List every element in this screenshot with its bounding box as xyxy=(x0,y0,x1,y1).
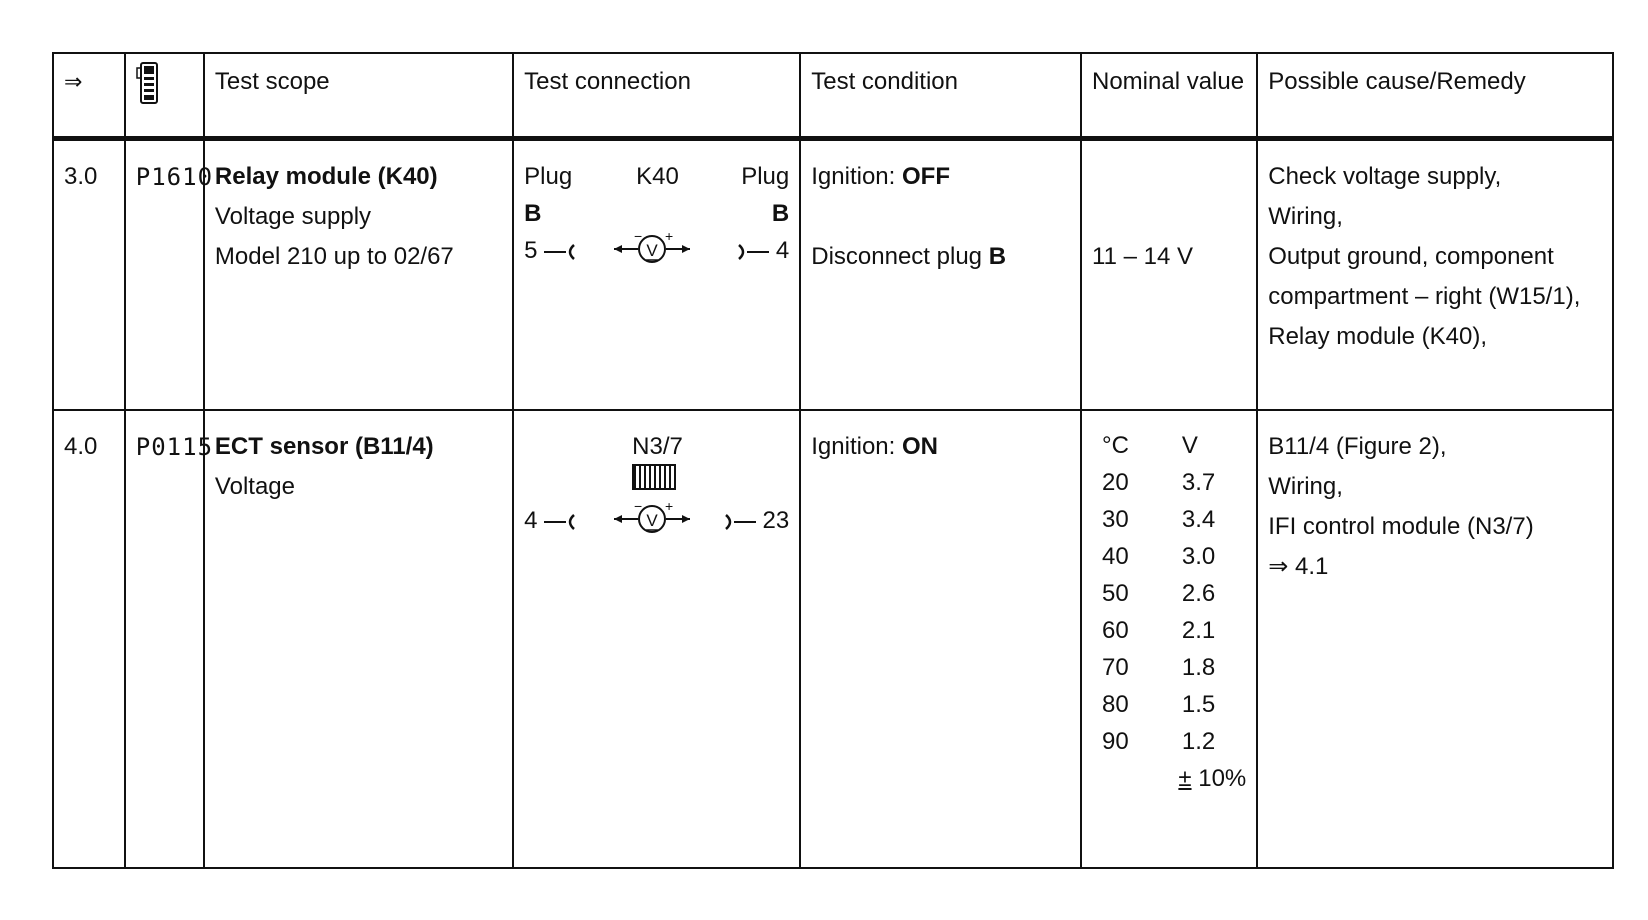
probe-left-icon xyxy=(544,242,578,262)
nominal-row xyxy=(1092,538,1256,575)
left-pin xyxy=(524,501,578,541)
voltage-header: V xyxy=(1181,432,1198,459)
test-condition xyxy=(800,139,1081,411)
step-number: 4.0 xyxy=(53,410,125,868)
condition-prefix: Disconnect plug xyxy=(811,243,989,270)
voltmeter xyxy=(612,497,692,550)
header-nominal-value: Nominal value xyxy=(1081,53,1257,139)
header-row xyxy=(53,53,1613,139)
left-pin-number: 4 xyxy=(524,507,538,534)
remedy-line: B11/4 (Figure 2), xyxy=(1268,433,1447,460)
tolerance-row xyxy=(1092,760,1256,797)
condition-prefix: Ignition: xyxy=(811,433,902,460)
left-plug-id: B xyxy=(524,200,542,227)
remedy-line: Wiring, xyxy=(1268,203,1343,230)
test-scope xyxy=(204,139,513,411)
svg-text:+: + xyxy=(665,228,674,244)
voltmeter-icon xyxy=(612,497,692,537)
condition-value: ON xyxy=(901,433,938,460)
svg-text:−: − xyxy=(634,498,643,514)
remedy-line: compartment – right (W15/1), xyxy=(1268,283,1581,310)
voltage-value: 3.4 xyxy=(1181,506,1216,533)
svg-text:+: + xyxy=(665,498,674,514)
test-scope xyxy=(204,410,513,868)
temperature-value: 20 xyxy=(1102,469,1129,496)
table-row xyxy=(53,139,1613,411)
probe-right-icon xyxy=(722,512,756,532)
temperature-value: 60 xyxy=(1102,617,1129,644)
nominal-row xyxy=(1092,649,1256,686)
header-test-connection: Test connection xyxy=(513,53,800,139)
temperature-value: 50 xyxy=(1102,580,1129,607)
nominal-row xyxy=(1092,612,1256,649)
condition-prefix: Ignition: xyxy=(811,163,902,190)
temperature-value: 80 xyxy=(1102,691,1129,718)
right-pin-number: 4 xyxy=(775,237,790,264)
voltage-value: 1.8 xyxy=(1181,654,1216,681)
fault-code: P0115 xyxy=(125,410,204,868)
scope-title: Relay module (K40) xyxy=(214,163,438,190)
voltage-value: 1.5 xyxy=(1181,691,1216,718)
nominal-row xyxy=(1092,501,1256,538)
probe-left-icon xyxy=(544,512,578,532)
right-pin xyxy=(722,501,789,541)
remedy-link[interactable]: ⇒ 4.1 xyxy=(1268,553,1329,580)
nominal-row xyxy=(1092,575,1256,612)
nominal-row xyxy=(1092,723,1256,760)
left-plug-label: Plug xyxy=(524,163,573,190)
voltage-value: 3.0 xyxy=(1181,543,1216,570)
left-pin-number: 5 xyxy=(524,237,538,264)
control-module-icon xyxy=(632,464,676,490)
remedy-line: Wiring, xyxy=(1268,473,1343,500)
condition-value: B xyxy=(988,243,1007,270)
cause-remedy xyxy=(1257,139,1613,411)
scope-line: Voltage xyxy=(214,473,295,500)
nominal-value xyxy=(1081,139,1257,411)
scope-line: Voltage supply xyxy=(214,203,372,230)
fault-code: P1610 xyxy=(125,139,204,411)
right-plug-label: Plug xyxy=(741,163,790,190)
tolerance xyxy=(1092,760,1256,797)
nominal-value-text: 11 – 14 V xyxy=(1092,243,1193,270)
test-condition xyxy=(800,410,1081,868)
nominal-header-row xyxy=(1092,427,1256,464)
scope-title: ECT sensor (B11/4) xyxy=(214,433,434,460)
right-pin xyxy=(735,231,789,271)
table-row xyxy=(53,410,1613,868)
condition-line xyxy=(811,427,1070,467)
nominal-value xyxy=(1081,410,1257,868)
header-arrow xyxy=(53,53,125,139)
nominal-value-table xyxy=(1092,427,1256,797)
spacer xyxy=(1092,197,1246,237)
remedy-line: Output ground, component xyxy=(1268,243,1554,270)
voltmeter xyxy=(612,227,692,280)
voltage-value: 2.1 xyxy=(1181,617,1216,644)
test-connection xyxy=(513,139,800,411)
scope-line: Model 210 up to 02/67 xyxy=(214,243,454,270)
condition-line xyxy=(811,157,1070,197)
voltage-value: 1.2 xyxy=(1181,728,1216,755)
component-label: K40 xyxy=(636,163,679,190)
temperature-value: 40 xyxy=(1102,543,1129,570)
cause-remedy xyxy=(1257,410,1613,868)
remedy-line: Relay module (K40), xyxy=(1268,323,1488,350)
connection-diagram xyxy=(524,157,789,387)
temperature-header: °C xyxy=(1102,432,1129,459)
component-label: N3/7 xyxy=(632,433,683,460)
temperature-value: 30 xyxy=(1102,506,1129,533)
nominal-row xyxy=(1092,686,1256,723)
diagnostic-test-table xyxy=(52,52,1614,869)
right-plug-id: B xyxy=(771,200,790,227)
spacer xyxy=(811,197,1070,237)
svg-text:V: V xyxy=(646,511,658,530)
left-pin xyxy=(524,231,578,271)
arrow-icon: ⇒ xyxy=(64,69,83,94)
step-number: 3.0 xyxy=(53,139,125,411)
spacer xyxy=(1092,157,1246,197)
probe-right-icon xyxy=(735,242,769,262)
header-cause-remedy: Possible cause/Remedy xyxy=(1257,53,1613,139)
voltage-value: 2.6 xyxy=(1181,580,1216,607)
tolerance-value: 10% xyxy=(1191,765,1247,792)
test-connection xyxy=(513,410,800,868)
remedy-line: IFI control module (N3/7) xyxy=(1268,513,1534,540)
plus-minus-sign: ± xyxy=(1178,765,1192,792)
connection-diagram xyxy=(524,427,789,627)
tester-device-icon xyxy=(136,62,162,104)
svg-text:V: V xyxy=(646,241,658,260)
remedy-line: Check voltage supply, xyxy=(1268,163,1502,190)
voltmeter-icon xyxy=(612,227,692,267)
condition-line xyxy=(811,237,1070,277)
right-pin-number: 23 xyxy=(762,507,790,534)
condition-value: OFF xyxy=(901,163,950,190)
header-tester xyxy=(125,53,204,139)
svg-text:−: − xyxy=(634,228,643,244)
header-test-scope: Test scope xyxy=(204,53,513,139)
temperature-value: 90 xyxy=(1102,728,1129,755)
voltage-value: 3.7 xyxy=(1181,469,1216,496)
header-test-condition: Test condition xyxy=(800,53,1081,139)
temperature-value: 70 xyxy=(1102,654,1129,681)
nominal-row xyxy=(1092,464,1256,501)
